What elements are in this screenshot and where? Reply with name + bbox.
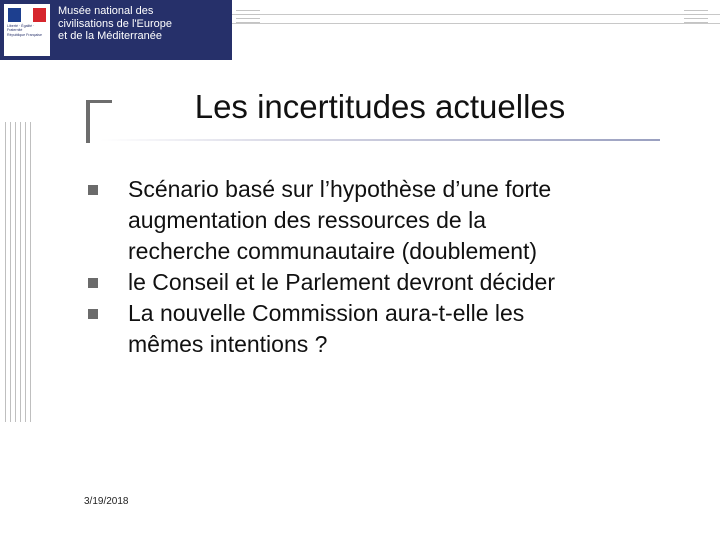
emblem-motto-line: République Française [7,32,42,37]
flag-stripe-white [21,8,34,22]
museum-name-line: Musée national des [58,5,154,17]
bullet-item [86,298,686,360]
bullet-item [86,267,686,298]
bullet-line: mêmes intentions ? [128,331,328,357]
museum-name [58,5,228,43]
museum-name-line: civilisations de l'Europe [58,17,172,30]
bullet-item [86,174,686,267]
title-rule [100,139,660,141]
emblem-motto [7,24,49,37]
museum-logo [0,0,232,60]
bullet-list [86,174,686,360]
header-band [0,0,720,58]
header-deco-lines [684,10,708,22]
header-deco-lines [236,10,260,22]
flag-stripe-red [33,8,46,22]
ministry-line: Communication [4,44,42,51]
museum-name-line: et de la Méditerranée [58,30,162,42]
bullet-line: La nouvelle Commission aura-t-elle les [128,300,525,326]
flag-stripe-blue [8,8,21,22]
bullet-line: recherche communautaire (doublement) [128,238,538,264]
slide-title: Les incertitudes actuelles [194,88,566,125]
emblem-motto-line: Liberté · Égalité · Fraternité [7,24,35,33]
slide-date: 3/19/2018 [84,496,129,507]
left-decoration [0,60,40,540]
square-bullet-icon [88,309,98,319]
square-bullet-icon [88,185,98,195]
ministry-line: Culture [4,39,22,45]
bullet-line: Scénario basé sur l’hypothèse d’une forte [128,176,552,202]
french-flag-icon [8,8,46,22]
ministry-label [4,40,50,51]
header-stripe [232,14,720,24]
square-bullet-icon [88,278,98,288]
bullet-line: le Conseil et le Parlement devront décider [128,269,556,295]
bullet-line: augmentation des ressources de la [128,207,486,233]
left-vertical-bars [5,122,33,422]
